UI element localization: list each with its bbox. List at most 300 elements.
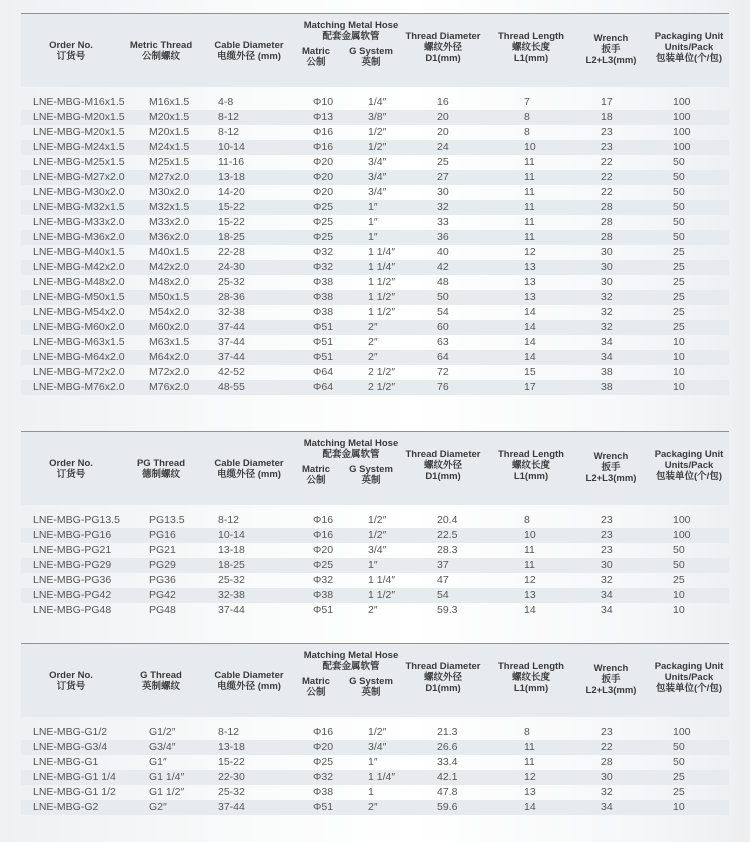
cell-hose-metric: Φ25: [313, 756, 334, 768]
cell-hose-g-system: 1 1/2″: [368, 291, 396, 303]
cell-packaging-unit: 100: [673, 726, 691, 738]
header-hose-g-system: [341, 46, 401, 68]
cell-hose-metric: Φ25: [313, 231, 334, 243]
cell-hose-metric: Φ16: [313, 141, 334, 153]
cell-hose-g-system: 1 1/4″: [368, 261, 396, 273]
cell-thread-diameter: 24: [437, 141, 449, 153]
cell-hose-metric: Φ32: [313, 771, 334, 783]
cell-thread-diameter: 63: [437, 336, 449, 348]
header-thread-type: [121, 670, 201, 692]
cell-hose-g-system: 1 1/2″: [368, 306, 396, 318]
cell-hose-metric: Φ38: [313, 306, 334, 318]
cell-hose-metric: Φ38: [313, 589, 334, 601]
header-thread-length-line-2: 螺纹长度: [511, 672, 550, 683]
cell-thread: PG29: [149, 559, 176, 571]
header-packaging-unit-line-3: 包装单位(个/包): [656, 471, 722, 482]
header-packaging-unit-line-3: 包装单位(个/包): [656, 53, 722, 64]
cell-hose-g-system: 3/4″: [368, 171, 387, 183]
cell-thread-diameter: 27: [437, 171, 449, 183]
cell-packaging-unit: 10: [673, 589, 685, 601]
cell-hose-metric: Φ64: [313, 381, 334, 393]
cell-order-no: LNE-MBG-M27x2.0: [33, 171, 125, 183]
header-hose-metric: [296, 676, 336, 698]
header-thread-type-line-2: 德制螺纹: [141, 469, 180, 480]
table-body: [21, 505, 729, 618]
table-row: [21, 755, 729, 770]
g-thread-table: [21, 643, 729, 815]
cell-packaging-unit: 50: [673, 756, 685, 768]
cell-cable-diameter: 8-12: [218, 514, 240, 526]
cell-order-no: LNE-MBG-G1 1/4: [33, 771, 116, 783]
cell-hose-g-system: 1/2″: [368, 529, 387, 541]
cell-thread-diameter: 47: [437, 574, 449, 586]
header-hose-g-system-line-2: 英制: [361, 57, 381, 68]
header-order-no-line-1: Order No.: [49, 40, 93, 51]
cell-wrench: 22: [601, 741, 613, 753]
header-wrench-line-3: L2+L3(mm): [585, 55, 637, 66]
cell-thread: G1/2″: [149, 726, 176, 738]
cell-packaging-unit: 50: [673, 216, 685, 228]
cell-wrench: 32: [601, 321, 613, 333]
cell-thread-diameter: 54: [437, 589, 449, 601]
cell-thread-diameter: 33.4: [437, 756, 458, 768]
metric-thread-table: [21, 13, 729, 395]
cell-packaging-unit: 25: [673, 786, 685, 798]
cell-hose-g-system: 2 1/2″: [368, 381, 396, 393]
cell-packaging-unit: 50: [673, 559, 685, 571]
cell-hose-g-system: 1 1/4″: [368, 771, 396, 783]
header-matching-hose-line-2: 配套金属软管: [322, 661, 380, 672]
cell-wrench: 38: [601, 366, 613, 378]
header-thread-diameter-line-2: 螺纹外径: [423, 460, 462, 471]
table-header: [21, 14, 729, 87]
cell-order-no: LNE-MBG-PG21: [33, 544, 112, 556]
cell-cable-diameter: 11-16: [218, 156, 245, 168]
header-thread-diameter-line-3: D1(mm): [425, 471, 461, 482]
cell-wrench: 30: [601, 771, 613, 783]
pg-thread-table: [21, 431, 729, 618]
header-thread-length-line-3: L1(mm): [513, 683, 549, 694]
cell-hose-g-system: 1 1/4″: [368, 574, 396, 586]
cell-packaging-unit: 100: [673, 141, 691, 153]
cell-hose-g-system: 1″: [368, 756, 378, 768]
table-row: [21, 573, 729, 588]
cell-wrench: 34: [601, 801, 613, 813]
cell-thread: M54x2.0: [149, 306, 190, 318]
header-wrench: [571, 33, 651, 66]
cell-hose-g-system: 2″: [368, 351, 378, 363]
cell-wrench: 28: [601, 201, 613, 213]
cell-thread-length: 10: [524, 529, 536, 541]
cell-thread: PG42: [149, 589, 176, 601]
header-packaging-unit-line-2: Units/Pack: [664, 42, 714, 53]
header-cable-diameter-line-1: Cable Diameter: [214, 670, 284, 681]
header-thread-type-line-1: PG Thread: [136, 458, 186, 469]
header-wrench-line-3: L2+L3(mm): [585, 473, 637, 484]
cell-thread-length: 14: [524, 604, 536, 616]
cell-hose-g-system: 3/4″: [368, 741, 387, 753]
header-thread-length-line-1: Thread Length: [498, 661, 564, 672]
cell-packaging-unit: 10: [673, 336, 685, 348]
cell-order-no: LNE-MBG-G3/4: [33, 741, 108, 753]
header-thread-length: [491, 449, 571, 482]
cell-thread: M20x1.5: [149, 111, 190, 123]
header-matching-hose: [291, 438, 411, 460]
cell-thread: M40x1.5: [149, 246, 190, 258]
header-matching-hose-line-1: Matching Metal Hose: [303, 20, 399, 31]
header-thread-length-line-3: L1(mm): [513, 471, 549, 482]
header-packaging-unit-line-3: 包装单位(个/包): [656, 683, 722, 694]
cell-cable-diameter: 25-32: [218, 786, 245, 798]
cell-hose-g-system: 2″: [368, 801, 378, 813]
cell-order-no: LNE-MBG-PG29: [33, 559, 112, 571]
cell-thread-length: 13: [524, 589, 536, 601]
header-thread-diameter-line-2: 螺纹外径: [423, 42, 462, 53]
cell-thread: PG48: [149, 604, 176, 616]
header-cable-diameter-line-2: 电缆外径 (mm): [217, 681, 281, 692]
cell-hose-g-system: 1/2″: [368, 126, 387, 138]
header-thread-diameter: [403, 449, 483, 482]
cell-thread-diameter: 42.1: [437, 771, 458, 783]
cell-thread-diameter: 20.4: [437, 514, 458, 526]
cell-thread-length: 15: [524, 366, 536, 378]
cell-packaging-unit: 25: [673, 276, 685, 288]
cell-hose-g-system: 1″: [368, 559, 378, 571]
cell-hose-metric: Φ32: [313, 246, 334, 258]
cell-thread-length: 14: [524, 306, 536, 318]
header-hose-metric: [296, 46, 336, 68]
header-packaging-unit: [646, 31, 732, 64]
cell-thread-length: 11: [524, 741, 535, 753]
table-row: [21, 725, 729, 740]
cell-thread-length: 11: [524, 559, 535, 571]
table-row: [21, 185, 729, 200]
cell-cable-diameter: 10-14: [218, 141, 245, 153]
table-row: [21, 365, 729, 380]
cell-hose-g-system: 2″: [368, 321, 378, 333]
header-order-no-line-2: 订货号: [56, 469, 86, 480]
cell-thread-diameter: 47.8: [437, 786, 458, 798]
cell-hose-metric: Φ51: [313, 801, 334, 813]
cell-thread-diameter: 59.3: [437, 604, 458, 616]
cell-thread-length: 7: [524, 96, 530, 108]
cell-thread-diameter: 32: [437, 201, 449, 213]
cell-thread: M20x1.5: [149, 126, 190, 138]
cell-cable-diameter: 15-22: [218, 201, 245, 213]
table-row: [21, 350, 729, 365]
cell-order-no: LNE-MBG-M20x1.5: [33, 126, 125, 138]
cell-hose-metric: Φ25: [313, 216, 334, 228]
cell-thread-length: 14: [524, 351, 536, 363]
header-order-no: [26, 40, 116, 62]
header-cable-diameter: [204, 670, 294, 692]
cell-cable-diameter: 22-28: [218, 246, 245, 258]
cell-cable-diameter: 25-32: [218, 574, 245, 586]
header-hose-g-system: [341, 464, 401, 486]
header-wrench-line-2: 扳手: [601, 674, 621, 685]
cell-packaging-unit: 50: [673, 544, 685, 556]
table-row: [21, 245, 729, 260]
header-thread-length-line-2: 螺纹长度: [511, 460, 550, 471]
cell-thread-diameter: 20: [437, 126, 449, 138]
cell-packaging-unit: 10: [673, 366, 685, 378]
cell-order-no: LNE-MBG-M16x1.5: [33, 96, 125, 108]
cell-cable-diameter: 13-18: [218, 544, 245, 556]
cell-wrench: 34: [601, 336, 613, 348]
header-hose-g-system-line-1: G System: [349, 46, 393, 57]
cell-hose-g-system: 3/4″: [368, 156, 387, 168]
cell-cable-diameter: 18-25: [218, 559, 245, 571]
cell-thread-length: 11: [524, 171, 535, 183]
header-thread-length-line-2: 螺纹长度: [511, 42, 550, 53]
cell-wrench: 30: [601, 246, 613, 258]
cell-order-no: LNE-MBG-M30x2.0: [33, 186, 125, 198]
header-packaging-unit-line-1: Packaging Unit: [654, 449, 724, 460]
cell-thread: M30x2.0: [149, 186, 190, 198]
header-thread-type-line-1: G Thread: [140, 670, 182, 681]
header-hose-metric-line-1: Matric: [302, 46, 330, 57]
cell-thread-length: 13: [524, 786, 536, 798]
header-matching-hose-line-2: 配套金属软管: [322, 31, 380, 42]
header-thread-diameter: [403, 31, 483, 64]
cell-thread: M60x2.0: [149, 321, 190, 333]
cell-thread-length: 11: [524, 544, 535, 556]
cell-wrench: 22: [601, 171, 613, 183]
cell-cable-diameter: 37-44: [218, 336, 245, 348]
cell-thread-length: 13: [524, 291, 536, 303]
cell-wrench: 17: [601, 96, 613, 108]
cell-wrench: 23: [601, 726, 613, 738]
cell-packaging-unit: 25: [673, 291, 685, 303]
header-cable-diameter-line-2: 电缆外径 (mm): [217, 51, 281, 62]
table-row: [21, 785, 729, 800]
cell-thread-diameter: 54: [437, 306, 449, 318]
cell-order-no: LNE-MBG-M33x2.0: [33, 216, 125, 228]
header-cable-diameter: [204, 458, 294, 480]
cell-thread-length: 11: [524, 756, 535, 768]
cell-thread: G3/4″: [149, 741, 176, 753]
header-matching-hose-line-1: Matching Metal Hose: [303, 650, 399, 661]
header-order-no-line-1: Order No.: [49, 458, 93, 469]
table-header: [21, 432, 729, 505]
cell-packaging-unit: 100: [673, 514, 691, 526]
header-thread-diameter-line-1: Thread Diameter: [405, 661, 481, 672]
cell-cable-diameter: 15-22: [218, 756, 245, 768]
cell-thread-diameter: 59.6: [437, 801, 458, 813]
cell-hose-metric: Φ38: [313, 291, 334, 303]
cell-packaging-unit: 50: [673, 231, 685, 243]
table-body: [21, 87, 729, 395]
cell-thread-length: 14: [524, 336, 536, 348]
cell-hose-metric: Φ16: [313, 529, 334, 541]
header-wrench-line-1: Wrench: [593, 663, 629, 674]
cell-wrench: 32: [601, 574, 613, 586]
cell-thread-length: 11: [524, 186, 535, 198]
header-thread-diameter-line-3: D1(mm): [425, 683, 461, 694]
header-thread-length-line-1: Thread Length: [498, 31, 564, 42]
cell-cable-diameter: 18-25: [218, 231, 245, 243]
table-header: [21, 644, 729, 717]
header-order-no: [26, 670, 116, 692]
cell-wrench: 28: [601, 756, 613, 768]
header-matching-hose-line-1: Matching Metal Hose: [303, 438, 399, 449]
table-row: [21, 290, 729, 305]
cell-packaging-unit: 50: [673, 201, 685, 213]
header-packaging-unit: [646, 449, 732, 482]
header-hose-g-system-line-2: 英制: [361, 687, 381, 698]
cell-wrench: 34: [601, 351, 613, 363]
header-thread-diameter-line-1: Thread Diameter: [405, 449, 481, 460]
header-order-no-line-2: 订货号: [56, 51, 86, 62]
cell-thread-length: 8: [524, 514, 530, 526]
header-hose-metric-line-2: 公制: [306, 687, 326, 698]
cell-thread-diameter: 21.3: [437, 726, 458, 738]
header-wrench-line-1: Wrench: [593, 33, 629, 44]
cell-hose-metric: Φ32: [313, 574, 334, 586]
header-matching-hose-line-2: 配套金属软管: [322, 449, 380, 460]
header-wrench-line-2: 扳手: [601, 44, 621, 55]
header-thread-type-line-1: Metric Thread: [129, 40, 193, 51]
cell-order-no: LNE-MBG-M50x1.5: [33, 291, 125, 303]
cell-hose-g-system: 1 1/2″: [368, 589, 396, 601]
cell-hose-metric: Φ20: [313, 186, 334, 198]
cell-thread-length: 17: [524, 381, 536, 393]
cell-thread-diameter: 36: [437, 231, 449, 243]
cell-hose-g-system: 1/2″: [368, 514, 387, 526]
cell-thread-length: 11: [524, 201, 535, 213]
cell-hose-metric: Φ13: [313, 111, 334, 123]
cell-thread: M63x1.5: [149, 336, 190, 348]
cell-cable-diameter: 28-36: [218, 291, 245, 303]
cell-order-no: LNE-MBG-PG13.5: [33, 514, 120, 526]
table-row: [21, 155, 729, 170]
cell-thread: M72x2.0: [149, 366, 190, 378]
header-hose-metric-line-1: Matric: [302, 676, 330, 687]
header-hose-g-system: [341, 676, 401, 698]
cell-wrench: 30: [601, 559, 613, 571]
table-row: [21, 740, 729, 755]
cell-wrench: 28: [601, 231, 613, 243]
table-row: [21, 320, 729, 335]
header-thread-length-line-1: Thread Length: [498, 449, 564, 460]
cell-cable-diameter: 37-44: [218, 351, 245, 363]
cell-order-no: LNE-MBG-G1/2: [33, 726, 108, 738]
table-row: [21, 770, 729, 785]
table-row: [21, 200, 729, 215]
header-order-no-line-2: 订货号: [56, 681, 86, 692]
cell-hose-metric: Φ20: [313, 741, 334, 753]
header-matching-hose: [291, 650, 411, 672]
cell-packaging-unit: 10: [673, 801, 685, 813]
cell-order-no: LNE-MBG-M76x2.0: [33, 381, 125, 393]
cell-order-no: LNE-MBG-M42x2.0: [33, 261, 125, 273]
cell-order-no: LNE-MBG-G1: [33, 756, 99, 768]
cell-wrench: 22: [601, 156, 613, 168]
cell-cable-diameter: 42-52: [218, 366, 245, 378]
cell-cable-diameter: 24-30: [218, 261, 245, 273]
cell-hose-g-system: 1″: [368, 231, 378, 243]
cell-thread: M76x2.0: [149, 381, 190, 393]
cell-wrench: 32: [601, 786, 613, 798]
cell-wrench: 23: [601, 529, 613, 541]
table-row: [21, 305, 729, 320]
cell-packaging-unit: 25: [673, 574, 685, 586]
cell-packaging-unit: 100: [673, 126, 691, 138]
header-thread-length: [491, 31, 571, 64]
header-cable-diameter-line-1: Cable Diameter: [214, 40, 284, 51]
cell-hose-metric: Φ51: [313, 321, 334, 333]
cell-thread-diameter: 72: [437, 366, 449, 378]
cell-wrench: 23: [601, 544, 613, 556]
cell-cable-diameter: 48-55: [218, 381, 245, 393]
header-thread-diameter-line-1: Thread Diameter: [405, 31, 481, 42]
cell-order-no: LNE-MBG-PG42: [33, 589, 112, 601]
cell-hose-g-system: 1″: [368, 201, 378, 213]
cell-hose-metric: Φ16: [313, 514, 334, 526]
cell-packaging-unit: 50: [673, 156, 685, 168]
header-order-no-line-1: Order No.: [49, 670, 93, 681]
cell-order-no: LNE-MBG-M64x2.0: [33, 351, 125, 363]
table-row: [21, 800, 729, 815]
cell-thread-length: 8: [524, 726, 530, 738]
cell-wrench: 34: [601, 589, 613, 601]
cell-thread-diameter: 40: [437, 246, 449, 258]
header-packaging-unit-line-2: Units/Pack: [664, 672, 714, 683]
cell-thread-diameter: 22.5: [437, 529, 458, 541]
cell-cable-diameter: 15-22: [218, 216, 245, 228]
cell-thread-length: 14: [524, 321, 536, 333]
header-hose-metric-line-1: Matric: [302, 464, 330, 475]
table-row: [21, 528, 729, 543]
cell-thread-length: 12: [524, 771, 536, 783]
header-thread-length-line-3: L1(mm): [513, 53, 549, 64]
header-thread-type-line-2: 英制螺纹: [141, 681, 180, 692]
cell-hose-g-system: 2″: [368, 604, 378, 616]
cell-cable-diameter: 8-12: [218, 126, 240, 138]
cell-cable-diameter: 8-12: [218, 726, 240, 738]
cell-hose-g-system: 3/4″: [368, 186, 387, 198]
cell-thread: M24x1.5: [149, 141, 190, 153]
cell-thread-diameter: 16: [437, 96, 449, 108]
cell-thread: M33x2.0: [149, 216, 190, 228]
cell-hose-metric: Φ20: [313, 156, 334, 168]
cell-thread-diameter: 60: [437, 321, 449, 333]
cell-packaging-unit: 10: [673, 351, 685, 363]
cell-packaging-unit: 25: [673, 261, 685, 273]
cell-cable-diameter: 32-38: [218, 589, 245, 601]
cell-thread: G1 1/4″: [149, 771, 185, 783]
cell-thread-diameter: 42: [437, 261, 449, 273]
cell-thread-length: 8: [524, 126, 530, 138]
cell-packaging-unit: 100: [673, 96, 691, 108]
cell-thread: M48x2.0: [149, 276, 190, 288]
cell-thread: PG16: [149, 529, 176, 541]
cell-thread-diameter: 64: [437, 351, 449, 363]
cell-hose-metric: Φ38: [313, 276, 334, 288]
cell-wrench: 18: [601, 111, 613, 123]
cell-hose-metric: Φ51: [313, 604, 334, 616]
cell-order-no: LNE-MBG-PG16: [33, 529, 112, 541]
cell-hose-metric: Φ64: [313, 366, 334, 378]
cell-packaging-unit: 25: [673, 771, 685, 783]
cell-hose-metric: Φ51: [313, 351, 334, 363]
cell-order-no: LNE-MBG-M72x2.0: [33, 366, 125, 378]
table-body: [21, 717, 729, 815]
table-row: [21, 335, 729, 350]
cell-hose-metric: Φ25: [313, 201, 334, 213]
cell-wrench: 28: [601, 216, 613, 228]
cell-hose-g-system: 2″: [368, 336, 378, 348]
